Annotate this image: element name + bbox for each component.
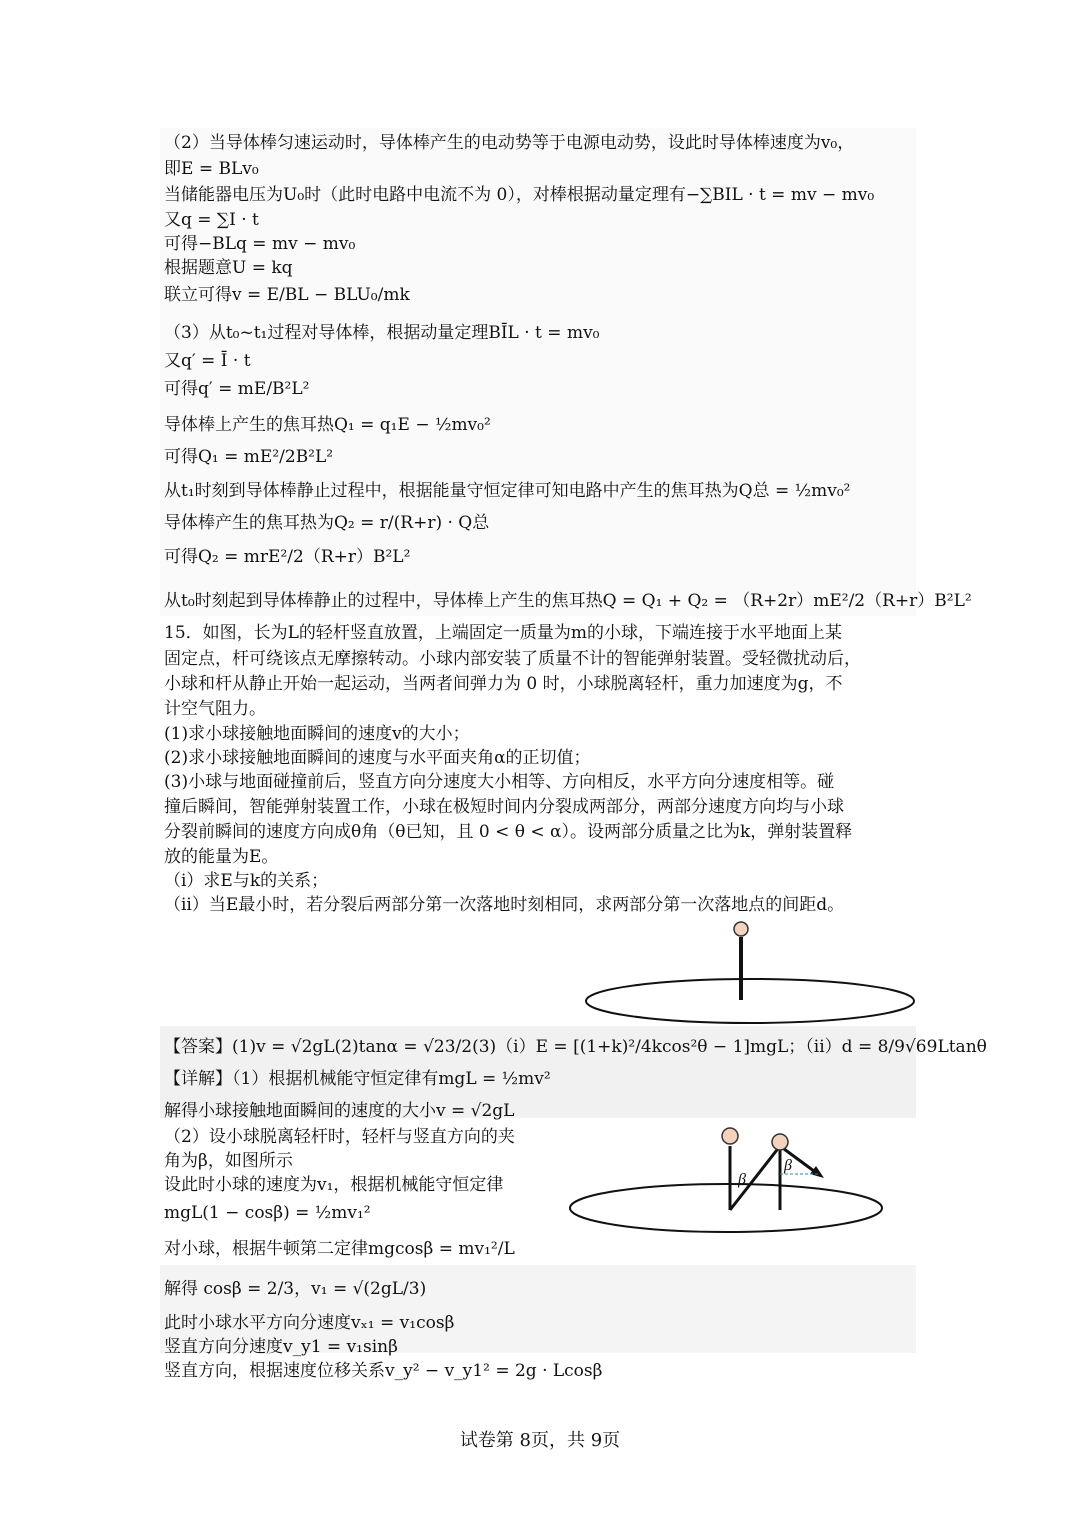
- problem-15-q2: (2)求小球接触地面瞬间的速度与水平面夹角α的正切值；: [164, 748, 591, 768]
- detail-line-2: 解得小球接触地面瞬间的速度的大小v = √2gL: [164, 1101, 515, 1121]
- beta-label-right: β: [784, 1157, 792, 1174]
- ground-ellipse: [586, 979, 914, 1023]
- text-line-12: 可得Q₁ = mE²/2B²L²: [164, 447, 334, 467]
- detail-line-8: 解得 cosβ = 2/3，v₁ = √(2gL/3): [164, 1279, 427, 1299]
- beta-label-left: β: [738, 1171, 746, 1188]
- text-line-1: （2）当导体棒匀速运动时，导体棒产生的电动势等于电源电动势，设此时导体棒速度为v₀，: [164, 133, 855, 153]
- detail-line-7: 对小球，根据牛顿第二定律mgcosβ = mv₁²/L: [164, 1239, 515, 1259]
- problem-15-q3-line-3: 分裂前瞬间的速度方向成θ角（θ已知，且 0 < θ < α）。设两部分质量之比为k，弹射装置释: [164, 822, 853, 842]
- ground-ellipse-2: [570, 1184, 882, 1232]
- text-line-9: 又q′ = Ī · t: [164, 351, 251, 371]
- detail-line-10: 竖直方向分速度v_y1 = v₁sinβ: [164, 1337, 398, 1357]
- problem-15-line-1: 15．如图，长为L的轻杆竖直放置，上端固定一质量为m的小球，下端连接于水平地面上某: [164, 623, 843, 643]
- detail-line-4: 角为β，如图所示: [164, 1151, 293, 1171]
- text-line-11: 导体棒上产生的焦耳热Q₁ = q₁E − ½mv₀²: [164, 415, 491, 435]
- text-line-15: 可得Q₂ = mrE²/2（R+r）B²L²: [164, 547, 411, 567]
- figure-upright-rod: [580, 915, 920, 1025]
- detail-line-6: mgL(1 − cosβ) = ½mv₁²: [164, 1203, 371, 1223]
- problem-15-q3-line-4: 放的能量为E。: [164, 847, 279, 867]
- text-line-5: 可得−BLq = mv − mv₀: [164, 234, 356, 254]
- detail-line-3: （2）设小球脱离轻杆时，轻杆与竖直方向的夹: [164, 1127, 515, 1147]
- detail-line-5: 设此时小球的速度为v₁，根据机械能守恒定律: [164, 1175, 504, 1195]
- text-line-10: 可得q′ = mE/B²L²: [164, 379, 310, 399]
- answer-line: 【答案】(1)v = √2gL(2)tanα = √23/2(3)（i）E = [(1+k)²/4kcos²θ − 1]mgL；（ii）d = 8/9√69Ltanθ: [164, 1037, 987, 1057]
- ball-left: [722, 1128, 738, 1144]
- detail-line-1: 【详解】（1）根据机械能守恒定律有mgL = ½mv²: [164, 1069, 551, 1089]
- problem-15-line-4: 计空气阻力。: [164, 699, 266, 719]
- problem-15-q3-ii: （ii）当E最小时，若分裂后两部分第一次落地时刻相同，求两部分第一次落地点的间距d。: [164, 895, 845, 915]
- text-line-4: 又q = ∑I · t: [164, 210, 259, 230]
- text-line-16: 从t₀时刻起到导体棒静止的过程中，导体棒上产生的焦耳热Q = Q₁ + Q₂ = （R+2r）mE²/2（R+r）B²L²: [164, 591, 972, 611]
- problem-15-q3-line-1: (3)小球与地面碰撞前后，竖直方向分速度大小相等、方向相反，水平方向分速度相等。碰: [164, 772, 835, 792]
- problem-15-q1: (1)求小球接触地面瞬间的速度v的大小；: [164, 724, 470, 744]
- text-line-2: 即E = BLv₀: [164, 159, 259, 179]
- problem-15-line-3: 小球和杆从静止开始一起运动，当两者间弹力为 0 时，小球脱离轻杆，重力加速度为g，不: [164, 674, 843, 694]
- text-line-6: 根据题意U = kq: [164, 258, 293, 278]
- detail-line-9: 此时小球水平方向分速度vₓ₁ = v₁cosβ: [164, 1313, 455, 1333]
- text-line-7: 联立可得v = E/BL − BLU₀/mk: [164, 285, 410, 305]
- ball: [734, 922, 748, 936]
- detail-line-11: 竖直方向，根据速度位移关系v_y² − v_y1² = 2g · Lcosβ: [164, 1361, 603, 1381]
- page-footer: 试卷第 8页，共 9页: [459, 1430, 621, 1451]
- problem-15-q3-line-2: 撞后瞬间，智能弹射装置工作，小球在极短时间内分裂成两部分，两部分速度方向均与小球: [164, 797, 844, 817]
- text-line-13: 从t₁时刻到导体棒静止过程中，根据能量守恒定律可知电路中产生的焦耳热为Q总 = ½mv₀²: [164, 481, 851, 501]
- text-line-3: 当储能器电压为U₀时（此时电路中电流不为 0），对棒根据动量定理有−∑BIL · t = mv − mv₀: [164, 185, 875, 205]
- problem-15-q3-i: （i）求E与k的关系；: [164, 871, 329, 891]
- figure-tilted-rod: [566, 1124, 896, 1264]
- ball-right: [772, 1134, 788, 1150]
- problem-15-line-2: 固定点，杆可绕该点无摩擦转动。小球内部安装了质量不计的智能弹射装置。受轻微扰动后，: [164, 649, 861, 669]
- text-line-8: （3）从t₀~t₁过程对导体棒，根据动量定理BĪL · t = mv₀: [164, 323, 600, 343]
- text-line-14: 导体棒产生的焦耳热为Q₂ = r/(R+r) · Q总: [164, 513, 490, 533]
